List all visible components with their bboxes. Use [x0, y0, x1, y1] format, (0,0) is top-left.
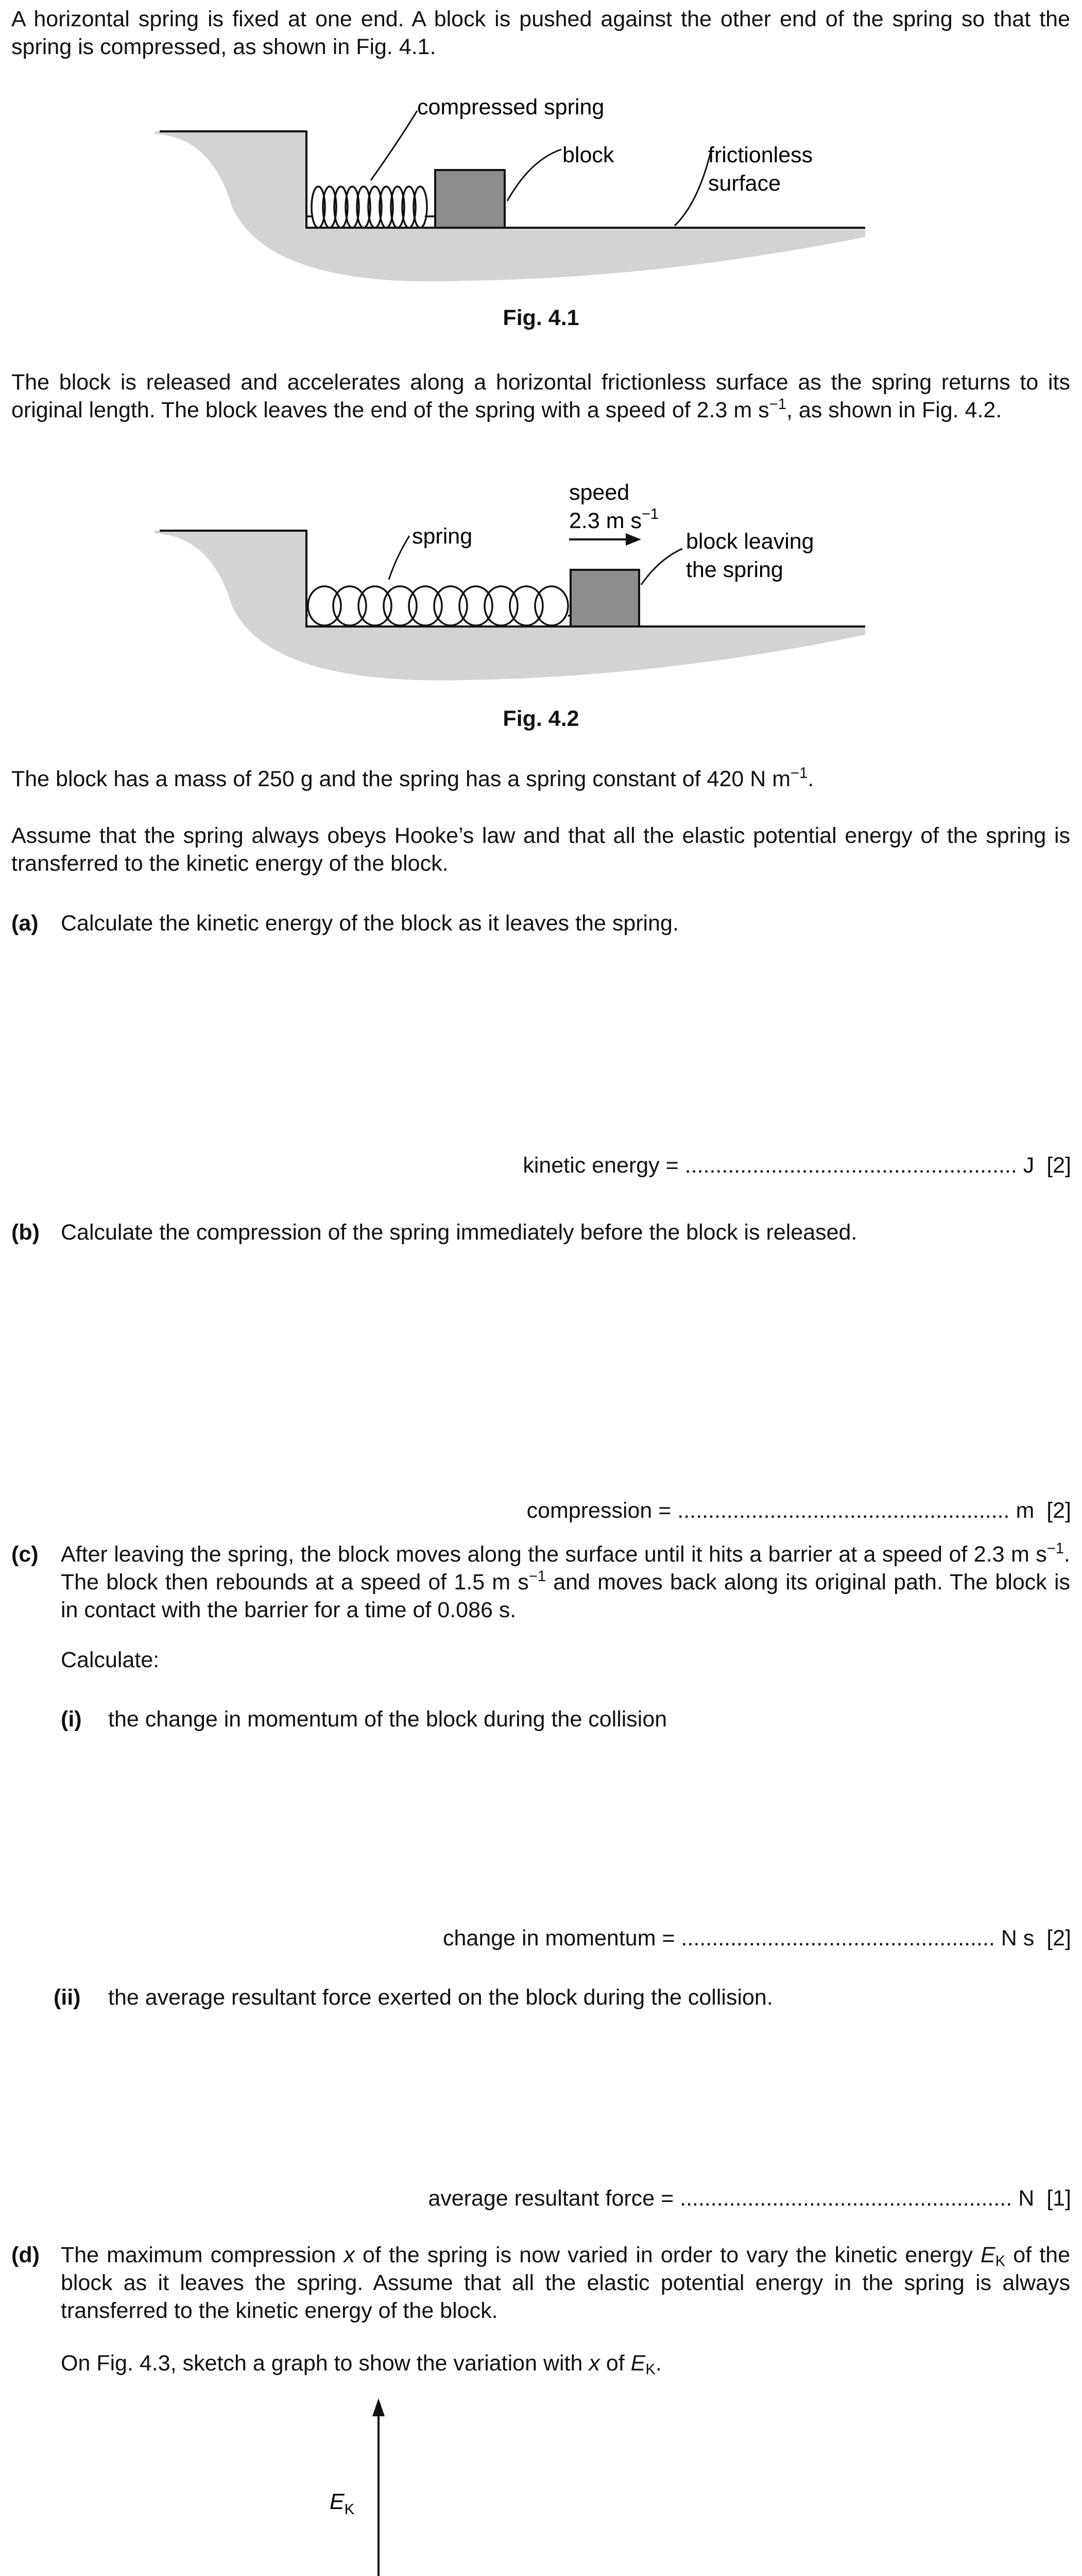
part-b-question: Calculate the compression of the spring immediately before the block is released.	[61, 1220, 857, 1245]
leader-block-leaving	[641, 549, 682, 585]
part-b-label: (b)	[11, 1220, 40, 1245]
label-frictionless: frictionless	[708, 143, 813, 167]
part-a-answer-line: kinetic energy = ...................................................... J [2]	[523, 1153, 1071, 1178]
part-a-label: (a)	[11, 911, 39, 936]
part-c-ii-label: (ii)	[54, 1985, 81, 2010]
fig-4-1-caption: Fig. 4.1	[503, 306, 579, 330]
intro-paragraph-4: Assume that the spring always obeys Hooke’s law and that all the elastic potential energy of the spring is transferred to the kinetic energy of the block.	[11, 823, 1070, 876]
part-d-question: The maximum compression x of the spring is now varied in order to vary the kinetic energy $E_K$ of the block as it leaves the spring. Assume that all the elastic potential energy in the spring is always transferred to the kinetic energy of the block.	[61, 2243, 1070, 2323]
part-c-i-answer-line: change in momentum = ................................................... N s [2]	[443, 1926, 1071, 1951]
label-block: block	[562, 143, 614, 167]
part-c-label: (c)	[11, 1542, 39, 1567]
figure-4-3-axes[interactable]	[309, 2391, 700, 2576]
leader-spring	[389, 536, 409, 580]
label-compressed-spring: compressed spring	[417, 95, 605, 120]
answer-dots: ......................................................	[680, 2186, 1012, 2211]
block	[435, 170, 505, 228]
label-surface: surface	[708, 171, 781, 196]
figure-4-2	[154, 474, 875, 690]
block	[571, 570, 639, 626]
leader-block	[507, 149, 561, 201]
answer-dots: ......................................................	[677, 1498, 1010, 1523]
leader-compressed-spring	[371, 111, 417, 180]
part-d-sketch-instruction: On Fig. 4.3, sketch a graph to show the variation with x of $E_K$.	[61, 2351, 662, 2378]
part-c-ii-answer-line: average resultant force = ...................................................... N [1]	[428, 2186, 1071, 2211]
intro-paragraph-1: A horizontal spring is fixed at one end. A block is pushed against the other end of the spring so that the spring is compressed, as shown in Fig. 4.1.	[11, 7, 1070, 59]
part-b-answer-line: compression = ...................................................... m [2]	[526, 1498, 1071, 1523]
answer-dots: ...................................................	[681, 1926, 995, 1951]
marks: [1]	[1046, 2186, 1071, 2211]
y-axis-label: $E_K$	[330, 2489, 355, 2518]
label-the-spring: the spring	[686, 557, 783, 582]
answer-dots: ......................................................	[684, 1153, 1017, 1178]
label-speed: speed	[569, 480, 630, 505]
marks: [2]	[1046, 1926, 1071, 1951]
part-d-label: (d)	[11, 2243, 40, 2267]
figure-4-1	[154, 88, 875, 294]
marks: [2]	[1046, 1153, 1071, 1178]
intro-paragraph-3: The block has a mass of 250 g and the spring has a spring constant of 420 N $m^{-1}$.	[11, 765, 814, 791]
spring	[306, 586, 571, 625]
speed-arrow	[569, 533, 641, 546]
part-c-calculate: Calculate:	[61, 1648, 160, 1672]
fig-4-2-caption: Fig. 4.2	[503, 706, 579, 731]
part-c-i-question: the change in momentum of the block during the collision	[108, 1707, 667, 1732]
part-c-question: After leaving the spring, the block moves along the surface until it hits a barrier at a speed of 2.3 m $s^{-1}$. The block then rebounds at a speed of 1.5 m $s^{-1}$ and moves back along its original path. The block is in contact with the barrier for a time of 0.086 s.	[61, 1540, 1070, 1622]
label-block-leaving: block leaving	[686, 529, 814, 554]
label-speed-value: 2.3 m $s^{-1}$	[569, 506, 659, 533]
label-spring: spring	[412, 524, 473, 549]
y-axis	[372, 2398, 385, 2576]
intro-paragraph-2: The block is released and accelerates along a horizontal frictionless surface as the spring returns to its original length. The block leaves the end of the spring with a speed of 2.3 m $s^{-1}$, as shown in Fig. 4.2.	[11, 370, 1070, 422]
part-a-question: Calculate the kinetic energy of the block as it leaves the spring.	[61, 911, 679, 936]
marks: [2]	[1046, 1498, 1071, 1523]
part-c-ii-question: the average resultant force exerted on the block during the collision.	[108, 1985, 773, 2010]
compressed-spring	[306, 187, 435, 228]
leader-frictionless-surface	[675, 152, 711, 226]
part-c-i-label: (i)	[61, 1707, 82, 1732]
